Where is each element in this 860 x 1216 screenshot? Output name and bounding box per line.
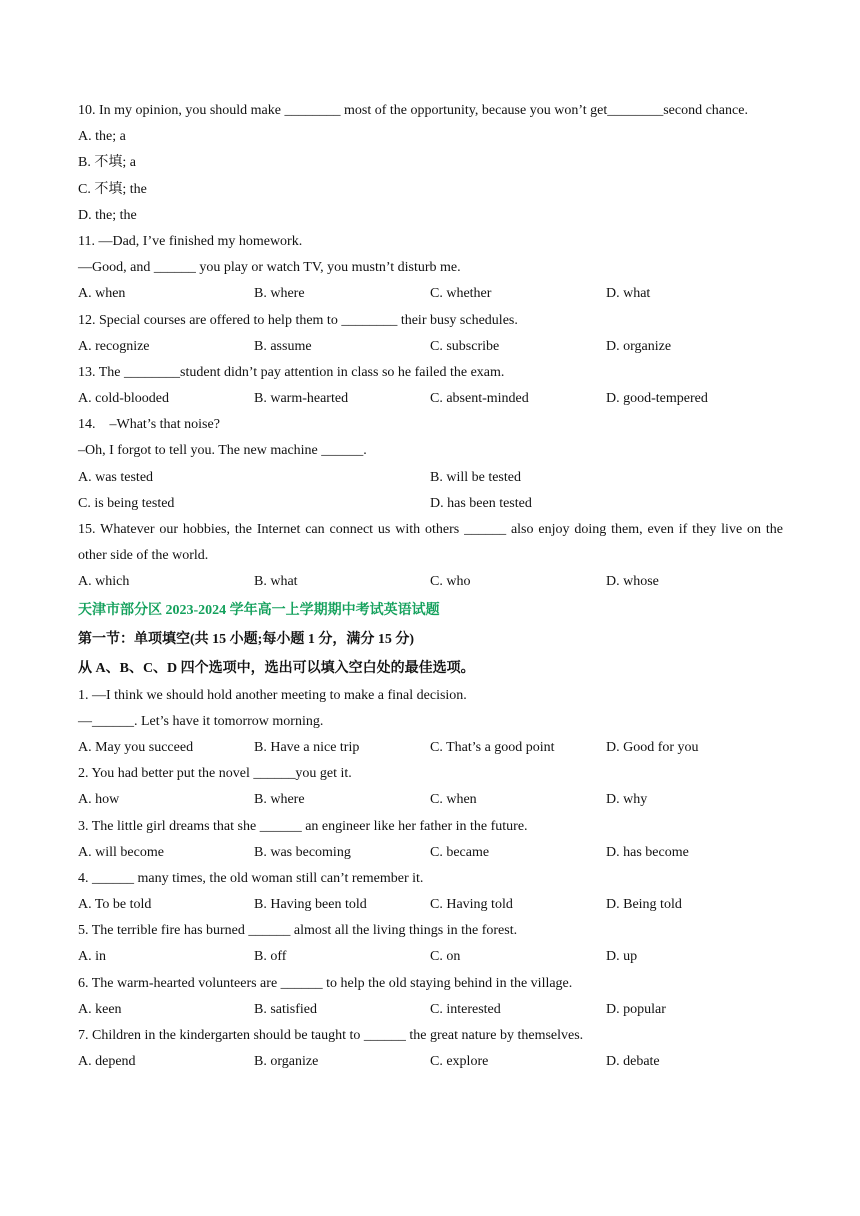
s-question-5-option-b: B. off [254, 949, 287, 965]
question-14-options-row-1 [78, 465, 783, 491]
question-15-option-a: A. which [78, 574, 130, 590]
question-12-options [78, 334, 783, 360]
s-question-6-option-a: A. keen [78, 1001, 122, 1017]
question-14-option-b: B. will be tested [430, 469, 521, 485]
question-13-option-c: C. absent-minded [430, 391, 529, 407]
s-question-5-stem: 5. The terrible fire has burned ______ almost all the living things in the forest. [78, 923, 518, 939]
question-14-line-2: –Oh, I forgot to tell you. The new machine ______. [78, 443, 367, 459]
s-question-6-option-b: B. satisfied [254, 1001, 317, 1017]
s-question-5-option-a: A. in [78, 949, 106, 965]
s-question-7-option-d: D. debate [606, 1054, 660, 1070]
s-question-3-stem: 3. The little girl dreams that she ______ an engineer like her father in the future. [78, 818, 528, 834]
s-question-6-options [78, 997, 783, 1023]
question-15-option-d: D. whose [606, 574, 659, 590]
s-question-2-option-a: A. how [78, 792, 120, 808]
s-question-3-option-d: D. has become [606, 844, 689, 860]
s-question-6-option-c: C. interested [430, 1001, 501, 1017]
question-11-option-a: A. when [78, 286, 126, 302]
question-13-option-d: D. good-tempered [606, 391, 708, 407]
s-question-5-option-d: D. up [606, 949, 638, 965]
question-15-options [78, 569, 783, 595]
question-13-option-a: A. cold-blooded [78, 391, 169, 407]
s-question-4-options [78, 892, 783, 918]
question-14-option-d: D. has been tested [430, 495, 532, 511]
question-11-line-1: 11. —Dad, I’ve finished my homework. [78, 233, 303, 249]
question-12-option-c: C. subscribe [430, 338, 500, 354]
s-question-3-option-b: B. was becoming [254, 844, 351, 860]
s-question-2-stem: 2. You had better put the novel ______you get it. [78, 766, 352, 782]
s-question-1-option-c: C. That’s a good point [430, 739, 555, 755]
question-10-option-d: D. the; the [78, 207, 137, 223]
question-12-option-d: D. organize [606, 338, 672, 354]
part-heading: 第一节：单项填空(共 15 小题;每小题 1 分，满分 15 分) [78, 631, 414, 647]
question-13-stem: 13. The ________student didn’t pay attention in class so he failed the exam. [78, 364, 505, 380]
s-question-3-option-c: C. became [430, 844, 490, 860]
section-title: 天津市部分区 2023-2024 学年高一上学期期中考试英语试题 [78, 602, 440, 618]
s-question-2-option-d: D. why [606, 792, 648, 808]
s-question-1-option-d: D. Good for you [606, 739, 699, 755]
question-11-option-d: D. what [606, 286, 651, 302]
s-question-4-option-a: A. To be told [78, 897, 152, 913]
question-10-stem: 10. In my opinion, you should make ________ most of the opportunity, because you won’t get________second chance. [78, 103, 748, 118]
s-question-5-options [78, 944, 783, 970]
question-11-option-c: C. whether [430, 286, 492, 302]
question-15-stem: 15. Whatever our hobbies, the Internet can connect us with others ______ also enjoy doing them, even if they live on the other side of the world. [78, 522, 783, 564]
question-13-option-b: B. warm-hearted [254, 391, 349, 407]
s-question-4-stem: 4. ______ many times, the old woman still can’t remember it. [78, 870, 424, 886]
question-14-options-row-2 [78, 491, 783, 517]
question-12-option-a: A. recognize [78, 338, 150, 354]
question-10-option-a: A. the; a [78, 129, 126, 145]
question-15-option-c: C. who [430, 574, 471, 590]
question-14-option-c: C. is being tested [78, 495, 175, 511]
s-question-2-options [78, 787, 783, 813]
question-13-options [78, 386, 783, 412]
s-question-2-option-c: C. when [430, 792, 477, 808]
s-question-5-option-c: C. on [430, 949, 461, 965]
s-question-6-stem: 6. The warm-hearted volunteers are ______ to help the old staying behind in the village. [78, 975, 573, 991]
s-question-1-line-2: —______. Let’s have it tomorrow morning. [78, 713, 324, 729]
s-question-3-option-a: A. will become [78, 844, 164, 860]
question-12-option-b: B. assume [254, 338, 312, 354]
question-15-option-b: B. what [254, 574, 298, 590]
s-question-7-option-c: C. explore [430, 1054, 489, 1070]
s-question-1-options [78, 735, 783, 761]
s-question-7-option-a: A. depend [78, 1054, 136, 1070]
s-question-4-option-b: B. Having been told [254, 897, 367, 913]
s-question-3-options [78, 840, 783, 866]
question-10-option-b: B. 不填; a [78, 155, 136, 171]
question-14-line-1: 14. –What’s that noise? [78, 417, 220, 433]
question-10-option-c: C. 不填; the [78, 181, 147, 197]
s-question-4-option-d: D. Being told [606, 897, 682, 913]
s-question-6-option-d: D. popular [606, 1001, 666, 1017]
instruction: 从 A、B、C、D 四个选项中，选出可以填入空白处的最佳选项。 [78, 660, 475, 676]
s-question-7-options [78, 1049, 783, 1075]
s-question-4-option-c: C. Having told [430, 897, 513, 913]
s-question-1-option-b: B. Have a nice trip [254, 739, 360, 755]
question-14-option-a: A. was tested [78, 469, 154, 485]
question-11-options [78, 281, 783, 307]
s-question-1-option-a: A. May you succeed [78, 739, 194, 755]
question-12-stem: 12. Special courses are offered to help them to ________ their busy schedules. [78, 312, 518, 328]
question-11-line-2: —Good, and ______ you play or watch TV, you mustn’t disturb me. [78, 260, 461, 276]
question-11-option-b: B. where [254, 286, 305, 302]
s-question-7-option-b: B. organize [254, 1054, 319, 1070]
s-question-7-stem: 7. Children in the kindergarten should be taught to ______ the great nature by themselves. [78, 1028, 584, 1044]
s-question-2-option-b: B. where [254, 792, 305, 808]
document-page [78, 98, 783, 1075]
s-question-1-line-1: 1. —I think we should hold another meeting to make a final decision. [78, 687, 467, 703]
